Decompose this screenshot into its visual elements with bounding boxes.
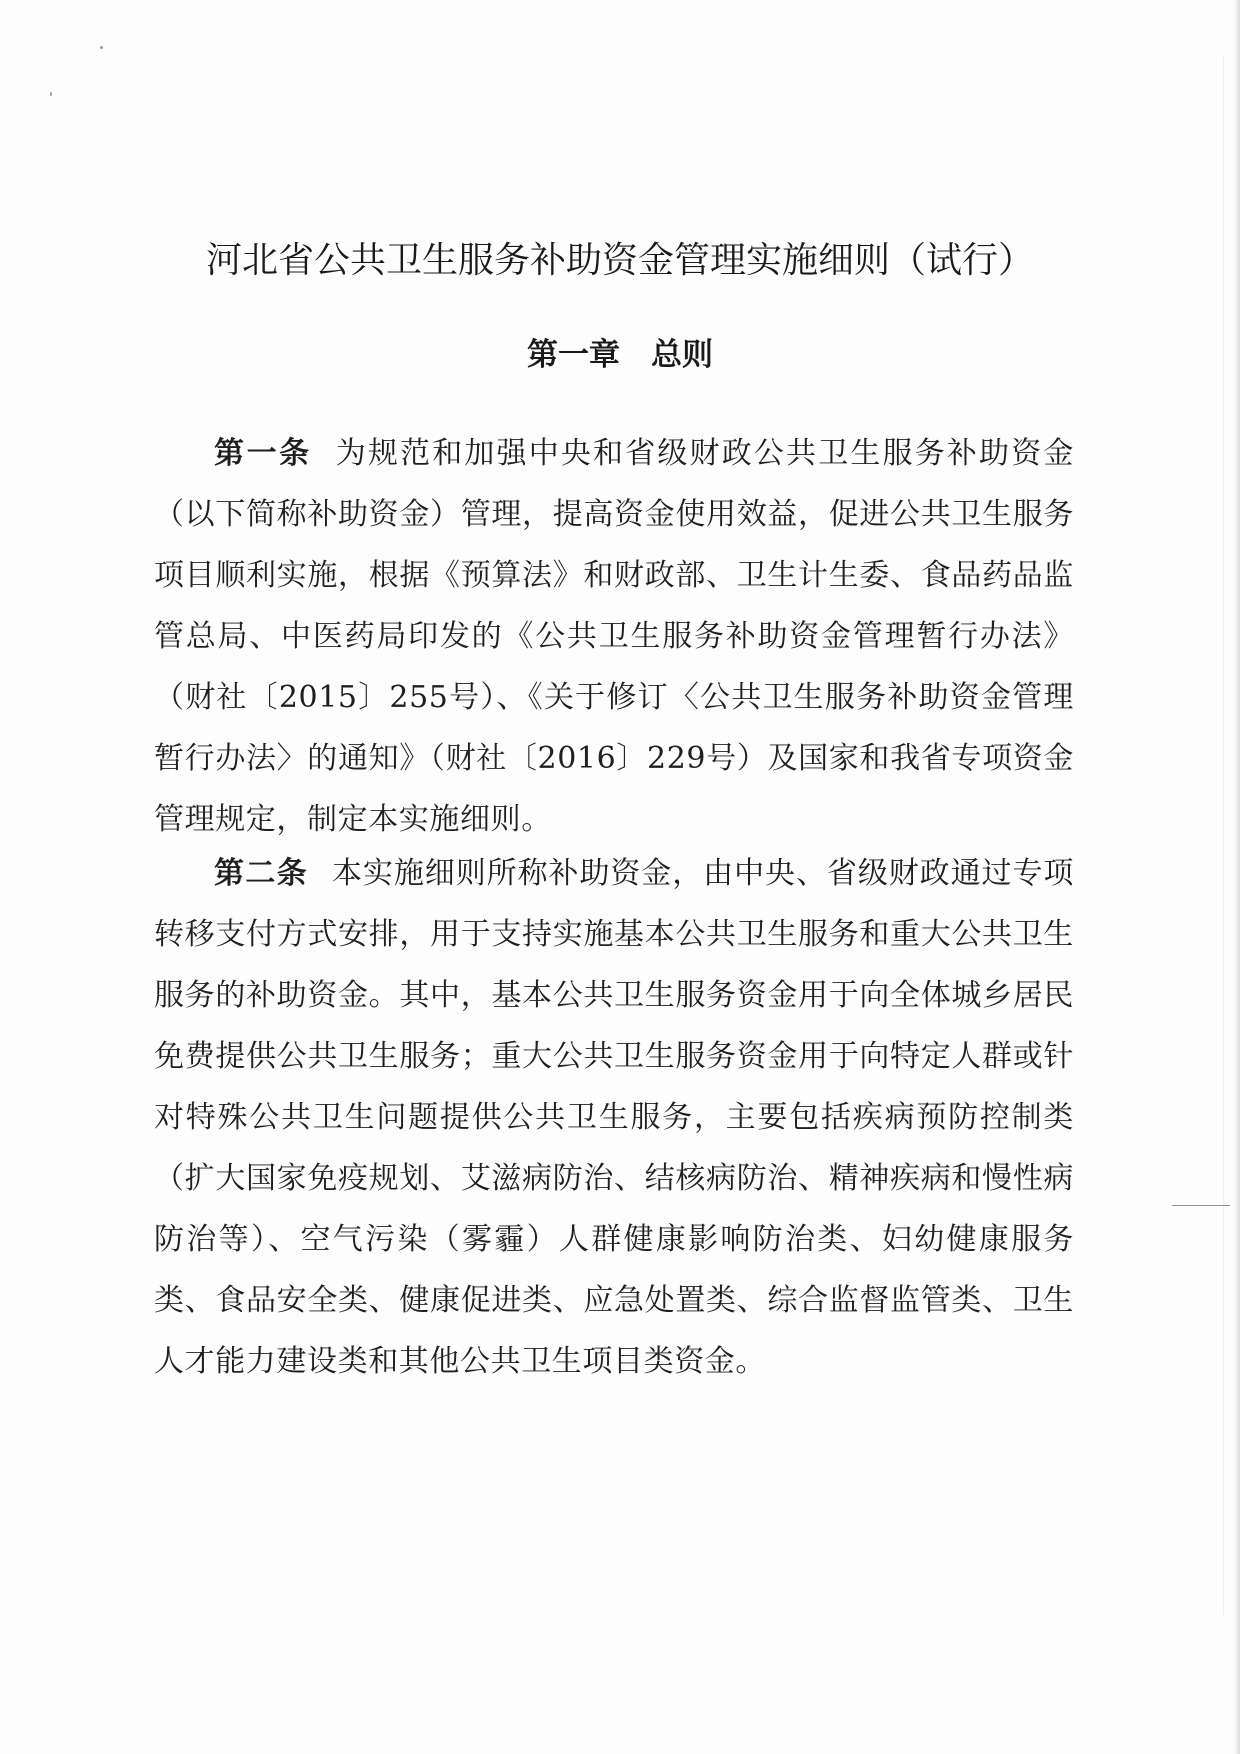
document-title: 河北省公共卫生服务补助资金管理实施细则（试行） bbox=[205, 240, 1034, 281]
scan-fold-line bbox=[1223, 55, 1224, 1615]
article-2-text: 本实施细则所称补助资金，由中央、省级财政通过专项转移支付方式安排，用于支持实施基本公共卫生服务和重大公共卫生服务的补助资金。其中，基本公共卫生服务资金用于向全体城乡居民免费提供公共卫生服务；重大公共卫生服务资金用于向特定人群或针对特殊公共卫生问题提供公共卫生服务，主要包括疾病预防控制类（扩大国家免疫规划、艾滋病防治、结核病防治、精神疾病和慢性病防治等）、空气污染（雾霾）人群健康影响防治类、妇幼健康服务类、食品安全类、健康促进类、应急处置类、综合监督监管类、卫生人才能力建设类和其他公共卫生项目类资金。 bbox=[154, 856, 1075, 1379]
article-1 bbox=[154, 423, 1074, 850]
chapter-heading: 第一章 总则 bbox=[527, 337, 713, 373]
article-1-heading: 第一条 bbox=[214, 436, 312, 471]
scan-speck bbox=[50, 92, 52, 96]
article-2 bbox=[154, 843, 1074, 1392]
article-1-text: 为规范和加强中央和省级财政公共卫生服务补助资金（以下简称补助资金）管理，提高资金使用效益，促进公共卫生服务项目顺利实施，根据《预算法》和财政部、卫生计生委、食品药品监管总局、中医药局印发的《公共卫生服务补助资金管理暂行办法》（财社〔2015〕255号）、《关于修订〈公共卫生服务补助资金管理暂行办法〉的通知》（财社〔2016〕229号）及国家和我省专项资金管理规定，制定本实施细则。 bbox=[154, 436, 1074, 837]
article-2-heading: 第二条 bbox=[214, 856, 308, 891]
scan-speck bbox=[100, 46, 103, 49]
scan-edge-shadow bbox=[1234, 0, 1240, 1754]
scan-mark bbox=[1172, 1205, 1230, 1206]
